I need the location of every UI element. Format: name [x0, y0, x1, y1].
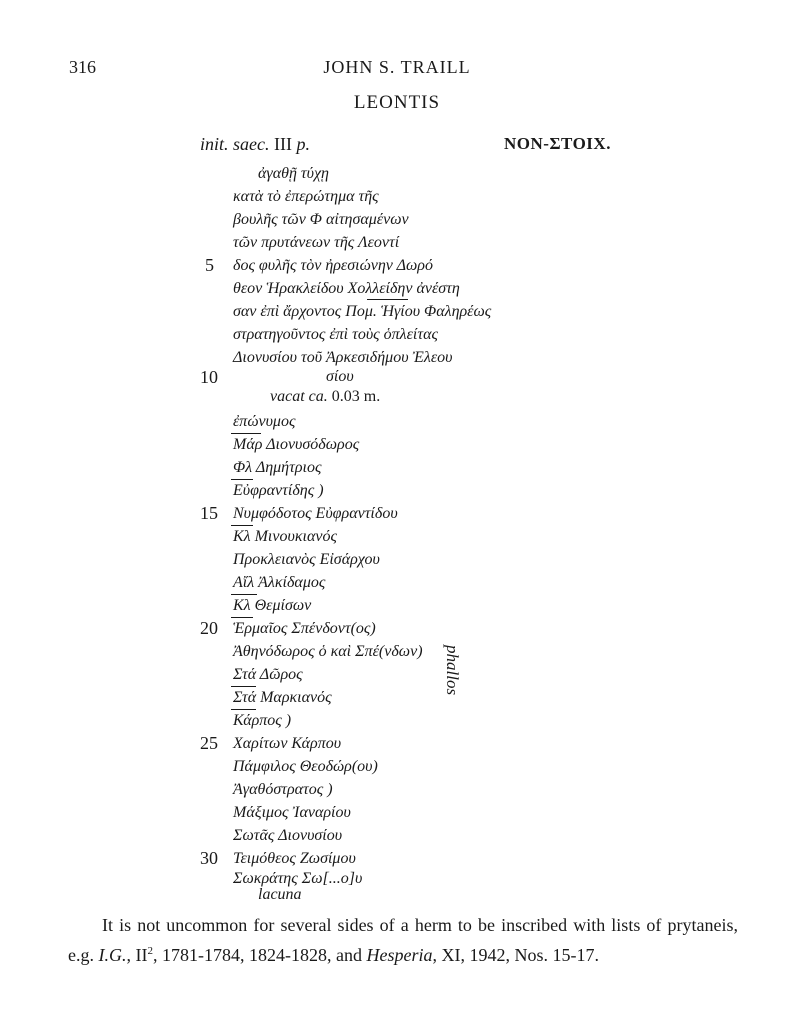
footnote-sup: 2 — [147, 945, 153, 957]
date-label — [200, 134, 310, 155]
line-number-15: 15 — [200, 503, 218, 523]
side-note-phallos: phallos — [443, 645, 462, 696]
footnote-text-d: , XI, 1942, Nos. 15-17. — [432, 945, 599, 965]
stoichedon-label: NON-ΣΤΟΙΧ. — [504, 134, 611, 153]
footnote-text-a: It is not uncommon for several sides of a herm to be inscribed with lists of prytaneis, e.g. — [68, 915, 738, 965]
line-number-20: 20 — [200, 618, 218, 638]
footnote-text-c: , 1781-1784, 1824-1828, and — [153, 945, 362, 965]
inscription-line: Μάξιμος Ἰαναρίου — [233, 804, 351, 821]
footnote-paragraph — [68, 912, 738, 968]
inscription-line: Ἀθηνόδωρος ὁ καὶ Σπέ(νδων) — [233, 643, 423, 660]
inscription-line: ἐπώνυμος — [233, 413, 296, 430]
inscription-line: βουλῆς τῶν Φ αἰτησαμένων — [233, 211, 409, 228]
inscription-line: στρατηγοῦντος ἐπὶ τοὺς ὁπλείτας — [233, 326, 438, 343]
inscription-line: Αἴλ Ἀλκίδαμος — [233, 574, 326, 591]
abbreviation-overline — [231, 617, 253, 618]
inscription-line: Τειμόθεος Ζωσίμου — [233, 850, 356, 867]
inscription-line: Κάρπος ) — [233, 712, 292, 729]
inscription-line: Κλ Θεμίσων — [233, 597, 312, 614]
inscription-line: Πάμφιλος Θεοδώρ(ου) — [233, 758, 378, 775]
line-number-30: 30 — [200, 848, 218, 868]
abbreviation-overline — [367, 299, 408, 300]
inscription-line: σαν ἐπὶ ἄρχοντος Πομ. Ἡγίου Φαληρέως — [233, 303, 492, 320]
page-number: 316 — [69, 57, 96, 77]
date-century: III — [274, 134, 292, 154]
footnote-ref-hesperia: Hesperia — [366, 945, 433, 965]
inscription-line: Χαρίτων Κάρπου — [233, 735, 342, 752]
inscription-line: ἀγαθῇ τύχῃ — [258, 165, 329, 182]
abbreviation-overline — [231, 525, 253, 526]
abbreviation-overline — [231, 686, 256, 687]
vacat-note — [270, 388, 380, 406]
inscription-line: Ἑρμαῖος Σπένδοντ(ος) — [233, 620, 376, 637]
inscription-line: Ἀγαθόστρατος ) — [233, 781, 333, 798]
abbreviation-overline — [231, 709, 256, 710]
line-number-5: 5 — [205, 255, 214, 275]
inscription-line: κατὰ τὸ ἐπερώτημα τῆς — [233, 188, 379, 205]
inscription-line: Στά Δῶρος — [233, 666, 303, 683]
lacuna-note: lacuna — [258, 886, 302, 903]
date-italic: init. saec. — [200, 134, 270, 154]
vacat-measure: 0.03 m. — [331, 388, 381, 405]
inscription-line: Κλ Μινουκιανός — [233, 528, 337, 545]
inscription-line: Σωκράτης Σω[...ο]υ — [233, 870, 363, 887]
line-number-25: 25 — [200, 733, 218, 753]
date-suffix: p. — [296, 134, 310, 154]
inscription-line: Μάρ Διονυσόδωρος — [233, 436, 360, 453]
inscription-line: Φλ Δημήτριος — [233, 459, 322, 476]
vacat-label: vacat ca. — [270, 388, 328, 405]
inscription-line: δος φυλῆς τὸν ἠρεσιώνην Δωρό — [233, 257, 433, 274]
inscription-line: Προκλειανὸς Εἰσάρχου — [233, 551, 380, 568]
abbreviation-overline — [231, 433, 261, 434]
inscription-line: Σωτᾶς Διονυσίου — [233, 827, 343, 844]
abbreviation-overline — [231, 479, 253, 480]
inscription-line: Νυμφόδοτος Εὐφραντίδου — [233, 505, 398, 522]
running-title: JOHN S. TRAILL — [323, 57, 471, 77]
inscription-line: Διονυσίου τοῦ Ἀρκεσιδήμου Ἐλεου — [233, 349, 453, 366]
footnote-text-b: , II — [126, 945, 148, 965]
line-number-10: 10 — [200, 367, 218, 387]
inscription-line: θεον Ἡρακλείδου Χολλείδην ἀνέστη — [233, 280, 460, 297]
inscription-line: σίου — [326, 368, 354, 385]
footnote-ref-ig: I.G. — [98, 945, 127, 965]
inscription-line: Εὐφραντίδης ) — [233, 482, 324, 499]
tribe-heading: LEONTIS — [353, 92, 441, 113]
inscription-line: τῶν πρυτάνεων τῆς Λεοντί — [233, 234, 400, 251]
abbreviation-overline — [231, 594, 257, 595]
inscription-line: Στά Μαρκιανός — [233, 689, 332, 706]
